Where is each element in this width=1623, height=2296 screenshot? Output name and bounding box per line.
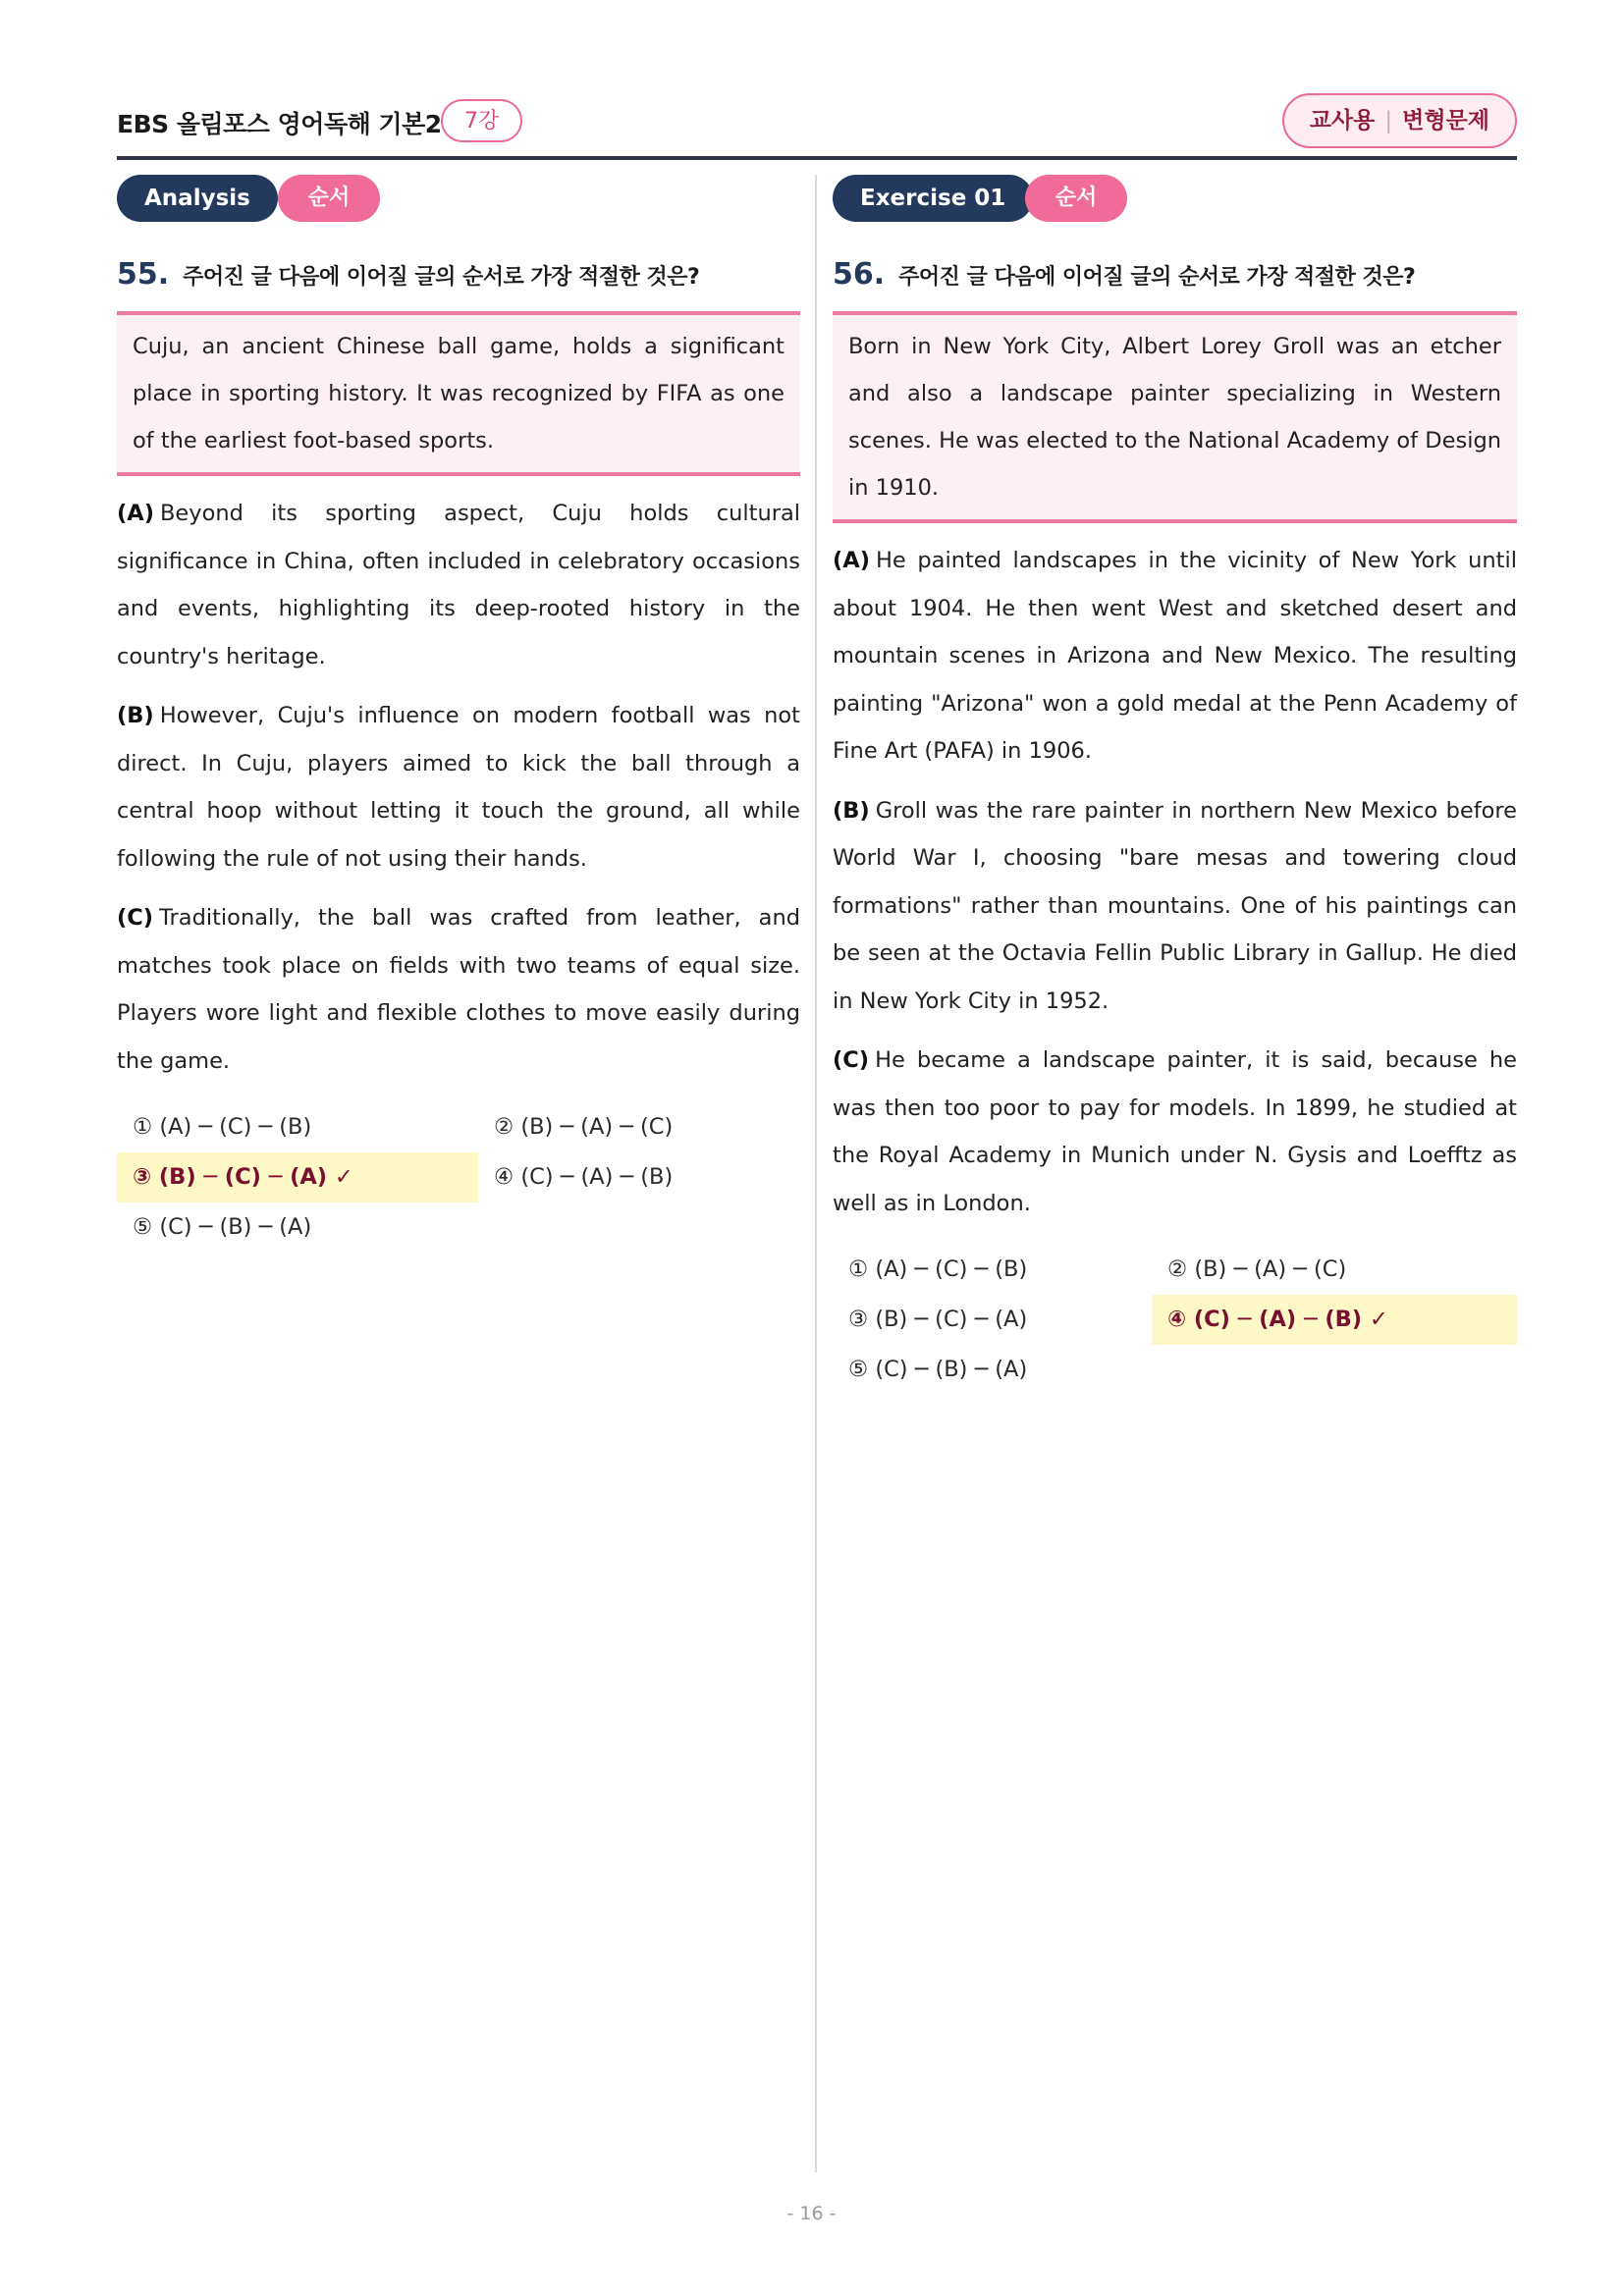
passage-paragraphs bbox=[833, 537, 1517, 1227]
paragraph-b bbox=[117, 692, 800, 882]
paragraph-label: (C) bbox=[833, 1047, 870, 1073]
paragraph-a bbox=[833, 537, 1517, 775]
paragraph-text: However, Cuju's influence on modern football was not direct. In Cuju, players aimed to kick the ball through a central hoop without letting it touch the ground, all while following the rule of not using their hands. bbox=[117, 703, 800, 872]
paragraph-text: Groll was the rare painter in northern New Mexico before World War I, choosing "bare mesas and towering cloud formations" rather than mountains. One of his paintings can be seen at the Octavia Fellin Public Library in Gallup. He died in New York City in 1952. bbox=[833, 797, 1517, 1014]
given-passage: Cuju, an ancient Chinese ball game, holds a significant place in sporting history. It was recognized by FIFA as one of the earliest foot-based sports. bbox=[117, 311, 800, 476]
paragraph-label: (B) bbox=[833, 797, 870, 824]
analysis-tag: Analysis bbox=[117, 175, 278, 222]
teacher-badge bbox=[1282, 93, 1517, 148]
option-2[interactable]: ② (B) ─ (A) ─ (C) bbox=[1167, 1256, 1347, 1282]
header-rule bbox=[117, 156, 1517, 160]
problem-type-label: 변형문제 bbox=[1402, 108, 1489, 133]
column-divider bbox=[815, 175, 817, 2172]
left-column bbox=[117, 175, 800, 1253]
answer-options bbox=[117, 1102, 800, 1253]
paragraph-label: (A) bbox=[833, 548, 870, 573]
paragraph-text: He painted landscapes in the vicinity of New York until about 1904. He then went West and sketched desert and mountain scenes in Arizona and New Mexico. The resulting painting "Arizona" won a gold medal at the Penn Academy of Fine Art (PAFA) in 1906. bbox=[833, 548, 1517, 764]
badge-separator: | bbox=[1384, 108, 1393, 133]
paragraph-text: Beyond its sporting aspect, Cuju holds cultural significance in China, often included in celebratory occasions and events, highlighting its deep-rooted history in the country's heritage. bbox=[117, 501, 800, 669]
lesson-badge: 7강 bbox=[441, 99, 522, 142]
paragraph-label: (A) bbox=[117, 501, 154, 526]
paragraph-text: He became a landscape painter, it is said, because he was then too poor to pay for models. In 1899, he studied at the Royal Academy in Munich under N. Gysis and Loefftz as well as in London. bbox=[833, 1047, 1517, 1216]
option-5[interactable]: ⑤ (C) ─ (B) ─ (A) bbox=[848, 1357, 1028, 1382]
paragraph-label: (C) bbox=[117, 905, 154, 931]
question-55 bbox=[117, 257, 800, 296]
question-number: 56. bbox=[833, 257, 886, 292]
paragraph-b bbox=[833, 787, 1517, 1026]
page-header bbox=[117, 93, 1517, 158]
option-3-correct[interactable]: ③ (B) ─ (C) ─ (A) ✓ bbox=[117, 1152, 478, 1202]
exercise-tag: Exercise 01 bbox=[833, 175, 1033, 222]
paragraph-text: Traditionally, the ball was crafted from leather, and matches took place on fields with two teams of equal size. Players wore light and flexible clothes to move easily during the game. bbox=[117, 905, 800, 1074]
option-2[interactable]: ② (B) ─ (A) ─ (C) bbox=[494, 1114, 674, 1140]
given-passage: Born in New York City, Albert Lorey Groll was an etcher and also a landscape painter specializing in Western scenes. He was elected to the National Academy of Design in 1910. bbox=[833, 311, 1517, 523]
paragraph-label: (B) bbox=[117, 703, 154, 728]
option-4[interactable]: ④ (C) ─ (A) ─ (B) bbox=[494, 1164, 674, 1190]
answer-options bbox=[833, 1245, 1517, 1395]
paragraph-c bbox=[117, 894, 800, 1085]
option-3[interactable]: ③ (B) ─ (C) ─ (A) bbox=[848, 1307, 1028, 1332]
question-number: 55. bbox=[117, 257, 170, 292]
question-56 bbox=[833, 257, 1517, 296]
right-tag-row bbox=[833, 175, 1517, 222]
option-1[interactable]: ① (A) ─ (C) ─ (B) bbox=[848, 1256, 1028, 1282]
question-text: 주어진 글 다음에 이어질 글의 순서로 가장 적절한 것은? bbox=[898, 265, 1416, 290]
right-column bbox=[833, 175, 1517, 1395]
book-title: EBS 올림포스 영어독해 기본2 bbox=[117, 110, 442, 138]
passage-paragraphs bbox=[117, 490, 800, 1085]
teacher-label: 교사용 bbox=[1309, 108, 1376, 133]
left-tag-row bbox=[117, 175, 800, 222]
option-4-correct[interactable]: ④ (C) ─ (A) ─ (B) ✓ bbox=[1152, 1295, 1517, 1345]
order-tag: 순서 bbox=[278, 175, 380, 222]
option-5[interactable]: ⑤ (C) ─ (B) ─ (A) bbox=[133, 1214, 312, 1240]
paragraph-a bbox=[117, 490, 800, 680]
page-number: - 16 - bbox=[786, 2203, 837, 2224]
order-tag: 순서 bbox=[1025, 175, 1127, 222]
question-text: 주어진 글 다음에 이어질 글의 순서로 가장 적절한 것은? bbox=[183, 265, 700, 290]
option-1[interactable]: ① (A) ─ (C) ─ (B) bbox=[133, 1114, 312, 1140]
paragraph-c bbox=[833, 1037, 1517, 1227]
